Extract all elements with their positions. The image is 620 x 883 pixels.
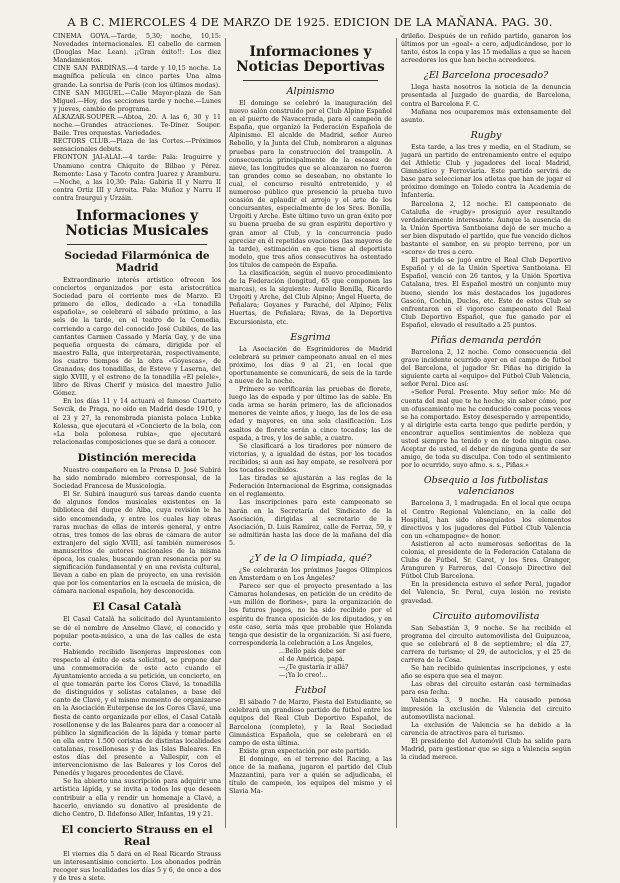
article-paragraph: Barcelona 2, 12 noche. Como consecuencia del grave incidente ocurrido ayer en el campo de fútbol del Barcelona, el jugador Sr. Piñas ha dirigido la siguiente carta al «equipo» del Fútbol Club Valencia, señor Peral. Dice así: (401, 349, 571, 389)
article-paragraph: El Sr. Subirá inauguró sus tareas dando cuenta de algunos fondos musicales existentes en la biblioteca del duque de Alba, cuya revisión le ha sido encomendada, y entre los cuales hay obras raras muchas de ellas de interés general, y entre otras, tres tomos de las obras de cámara de autor extranjero del siglo XVIII, así también numerosos manuscritos de autores nacionales de la misma época, los cuales, buscando gran resonancia por su significación fundamental y en una revista cultural, llevan a cabo en plan de proyecto, en una revisión que por los comentarios en la escuela de música, de cámara nacional española, hoy desconocida. (53, 491, 221, 596)
article-paragraph: Las inscripciones para este campeonato se harán en la Secretaría del Sindicato de la Asociación, dirigidas al secretario de la Asociación, D. Luis Ramírez, calle de Ferraz, 59, y se admitirán hasta las doce de la mañana del día 5. (229, 499, 392, 547)
verse-line: —¡Ya lo creo!... (279, 672, 328, 680)
article-paragraph: Llega hasta nosotros la noticia de la denuncia presentada al Juzgado de guardia, de Barcelona, contra el Barcelona F. C. (401, 84, 571, 108)
article-paragraph: Esta tarde, a las tres y media, en el Stadium, se jugará un partido de entrenamiento entre el equipo del Athletic Club y jugadores del local Madrid, Gimnástico y Ferroviaria. Este partido servirá de base para seleccionar los atletas que han de jugar el próximo domingo en Toledo contra la Academia de Infantería. (401, 143, 571, 200)
article-paragraph: El domingo se celebró la inauguración del nuevo salón construido por el Club Alpino Español en el puerto de Navacerrada, para el campeón de España, que organizó la Federación Española de Alpinismo. El alcalde de Madrid, señor Aureo Rebollo, y la Junta del Club, nombraron a algunas pruebas para la construcción del trampolín. A consecuencia principalmente de la escasez de nieve, las longitudes que se alcanzaron no fueron tan grandes como se deseaban, no obstante lo cual, el concurso resultó entretenido, y el numeroso público que presenció la prueba tuvo ocasión de aplaudir el arrojo y el arte de los concursantes, especialmente de los Sres. Bonilla, Urgoiti y Arche. Este último tuvo un gran éxito por su buena prueba de su gran espíritu deportivo y gran amor al Club, y la concurrencia pudo apreciar en él repetidas ovaciones (las mayores de la tarde), estimación en que tiene al deportista modelo, que tres años consecutivos ha ostentado los títulos de campeón de España. (229, 100, 392, 269)
column-right (401, 33, 571, 762)
section-heading-sports: Informaciones y Noticias Deportivas (236, 44, 385, 75)
article-paragraph: Se ha abierto una suscripción para adquirir una artística lápida, y se invita a todos los que deseen contribuir a ella y rendir un homenaje a Clavé, a hacerlo, enviando su donativo al presidente de dicho Centro, D. Ildefonso Aller, Infantas, 19 y 21. (53, 778, 221, 818)
article-heading: ¿El Barcelona procesado? (423, 70, 549, 82)
verse-line: el de América, papá. (279, 656, 345, 663)
article-paragraph: El presidente del Automóvil Club ha salido para Madrid, para gestionar que se siga a Valencia según la ciudad merece. (401, 737, 571, 762)
article-paragraph: Se han recibido quinientas inscripciones, y este año se espera que sea el mayor. (401, 665, 571, 681)
article-paragraph: Parece ser que el proyecto presentado a las Cámaras holandesas, en petición de un crédito de «un millón de florines», para la organización de los futuros juegos, no ha sido recibido por el espíritu de franca oposición de los diputados, y en este caso, sería más que probable que Holanda tenga que desistir de la organización. Si así fuere, correspondería la celebración a Los Ángeles, (229, 583, 392, 647)
page-header (0, 0, 620, 30)
article-heading: Rugby (470, 129, 502, 141)
article-paragraph: La exclusión de Valencia se ha debido a la carencia de atractivos para el turismo. (401, 721, 571, 737)
cinema-listing: RECTORS CLUB.—Plaza de las Cortes.—Próximos sensacionales debuts. (53, 138, 221, 154)
cinema-listing: CINE SAN PARDIÑAS.—4 tarde y 10,15 noche. La magnífica película en cinco partes Una alma grande. La sonrisa de París (con los últimos modas). (53, 65, 221, 89)
column-divider (225, 38, 226, 828)
verse-line: —¿Te gustaría ir allá? (279, 664, 349, 672)
article-paragraph: San Sebastián 3, 9 noche. Se ha recibido el programa del circuito automovilista del Guipuzcoa, que se celebrará el 8 de septiembre; el día 27, carrera de turismo; el 29, de autociclos, y el 25 de carrera de la Cosa. (401, 624, 571, 664)
article-heading: Distinción merecida (77, 451, 197, 464)
article-paragraph: «Señor Peral. Presente. Muy señor mío: Me dé cuenta del mal que te he hecho; sin saber cómo, por un ofuscamiento me he conducido como pocas veces se ha comportado. Estoy desesperado y arrepentido, y al dirigirle esta carta tengo que pedirle perdón, y encontrar aquellos sentimientos de nobleza que usted siempre ha tenido y en de todo ningún caso. Aceptar de usted, el deber de ninguna gente de ser amigo, de toda su disculpa. Con todo el sentimiento por lo ocurrido, suyo afmo. s. s., Piñas.» (401, 389, 571, 470)
divider (67, 244, 207, 245)
verse-line: ...Bello país debe ser (279, 647, 346, 655)
article-paragraph: Las obras del circuito estarán casi terminadas para esa fecha. (401, 681, 571, 697)
article-heading: Piñas demanda perdón (430, 335, 542, 346)
article-paragraph: Habiendo recibido lisonjeras impresiones con respecto al éxito de esta solicitud, se propone dar una conmemoración de este acto cuando el Ayuntamiento acceda a su petición, un concierto, en el que tomarán parte los Coros Clavé, la tonadilla de distinguidos y solistas catalanes, a base del canto de Clavé, y el mismo momento de organizarse en la Asociación Euterpense de los Coros Clavé, una fiesta de canto organizada por ellos, el Casal Català rosellonense y de las Baleares para dar a conocer al público la significación de la lápida y tomar parte en ella entre 1.500 coristas de distintas localidades catalanas, rosellonesas y de las Islas Baleares. En estos días del presente a Vallespir, con el intervencionismo de las Baleares y los Coros del Penedés y lugares procedentes de Clavé. (53, 648, 221, 778)
article-paragraph: drileño. Después de un reñido partido, ganaron los últimos por un «goal» a cero, adjudicándose, por lo tanto, éstos la copa y las 15 medallas a que se hacen acreedores los que han hecho acreedores. (401, 33, 571, 65)
article-paragraph: La clasificación, según el nuevo procedimiento de la Federación (longitud, 65 que componen las marcas), es la siguiente: Aurelio Bonilla, Ricardo Urgoiti y Arche, del Club Alpino; Ángel Huerta, de Peñalara; Goyanes y Paraché, del Alpino; Félix Huertas, de Peñalara; Rivas, de la Deportiva Excursionista, etc. (229, 269, 392, 326)
article-paragraph: Primero se verificarán las pruebas de florete, luego las de espada y por último las de sable. En cada arma se harán primero, las de aficionados menores de veinte años, y luego, las de los de esa edad y mayores, en una sola clasificación. Los asaltos de florete serán a cinco tocados; las de espada, a tres, y los de sable, a cuatro. (229, 386, 392, 442)
article-heading: El concierto Strauss en el Real (61, 823, 213, 848)
cinema-listing: ALKAZAR-SOUPER.—Abtoa, 20. A las 6, 30 y 11 noche.—Grandes atracciones. Te-Diner. Souper. Baile. Tres orquestas. Variedades. (53, 113, 221, 138)
article-heading: ¿Y de la O limpiada, qué? (249, 552, 372, 564)
column-left (53, 33, 221, 883)
article-paragraph: Las tiradas se ajustarán a las reglas de la Federación Internacional de Esgrima, consignadas en el reglamento. (229, 475, 392, 499)
article-heading: Futbol (294, 685, 327, 697)
article-paragraph: El partido se jugó entre el Real Club Deportivo Español y el de la Unión Sportiva Santboiana. El Español, venció con 26 tantos, y la Unión Sportiva Catalana, tres. El Español mostró un conjunto muy bueno, siendo los más destacados los jugadores Gascón, Cochin, Duclos, etc. Este de estos Club se enfrentaron en el vigoroso campeonato del Real Club Deportivo Español, que fue ganado por el Español, elevado el resultado a 25 puntos. (401, 257, 571, 329)
cinema-listing: FRONTON JAI-ALAI.—4 tarde: Pala: Iraguirre y Unamuno contra Chiquito de Bilbao y Pérez. Remonte: Lasa y Tacoto contra Juarez y Aramburu.—Noche, a las 10,30: Pala: Gabiria II y Narru II contra Ortiz III y Arroita. Pala: Muñoz y Narru II contra Iraurgui y Urzáin. (53, 154, 221, 202)
article-paragraph: Existe gran expectación por este partido. (239, 747, 371, 755)
article-paragraph: Nuestro compañero en la Prensa D. José Subirá ha sido nombrado miembro corresponsal, de la Sociedad Francesa de Musicología. (53, 466, 221, 491)
cinema-listing: CINEMA GOYA.—Tarde, 5,30; noche, 10,15: Novedades internacionales. El cabello de carmen (Douglas Mac Lean). ¡¡Gran éxito!!: Los diez Mandamientos. (53, 33, 221, 65)
article-paragraph: Barcelona 3, 1 madrugada. En el local que ocupa el Centro Regional Valenciano, en la calle del Hospital, han sido obsequiados los elementos directivos y los jugadores del Fútbol Club Valencia con un «champagne» de honor. (401, 500, 571, 540)
article-paragraph: ¿Se celebrarán los próximos Juegos Olímpicos en Amsterdam o en Los Ángeles? (229, 566, 392, 583)
article-heading: Esgrima (290, 331, 331, 343)
article-paragraph: Mañana nos ocuparemos más extensamente del asunto. (401, 108, 571, 124)
section-heading-music: Informaciones y Noticias Musicales (65, 207, 209, 239)
article-heading: Alpinismo (286, 86, 335, 97)
article-paragraph: En los días 11 y 14 actuará el famoso Cuarteto Sevcik, de Praga, no oído en Madrid desde 1910, y el 23 y 27, la renombrada pianista polaca Lubka Kolessa, que ejecutará el «Concierto de la bola, con «La bola polonesa rubia», que ejecutará relacionadas composiciones que se dará a conocer. (53, 398, 221, 446)
article-paragraph: Se clasificará a los tiradores por número de victorias, y, a igualdad de éstas, por los tocados recibidos; si aun así hay empate, se resolverá por los tocados recibidos. (229, 442, 392, 475)
article-paragraph: Extraordinario interés artístico ofrecen los conciertos organizados por esta aristocrática Sociedad para el corriente mes de Marzo. El primero de ellos, dedicado a «La tonadilla española», se celebrará el sábado próximo, a las seis de la tarde, en el teatro de la Comedia, corriendo a cargo del conocido José Cubiles, de las cantantes Carmen Cassado y María Gay, y de una pequeña orquesta de cámara, dirigida por el maestro Falla, que interpretarán, respectivamente, los cuatro tiempos de la obra «Goyescas», de Granados; dos tonadillas, de Esteve y Laserna, del siglo XVIII, y el estreno de la tonadilla «El pelele», libro de Rivas Cherif y música del maestro Julio Gómez. (53, 276, 221, 398)
article-paragraph: En la presidencia estuvo el señor Peral, jugador del Valencia, Sr. Peral, cuya lesión no reviste gravedad. (401, 581, 571, 605)
article-paragraph: El sábado 7 de Marzo, Fiesta del Estudiante, se celebrará un grandioso partido de fútbol entre los equipos del Real Club Deportivo Español, de Barcelona (completo), y la Real Sociedad Gimnástica Española, que se celebrará en el campo de esta última. (229, 699, 392, 747)
article-paragraph: El domingo, en el terreno del Racing, a las once de la mañana, jugaron el partido del Club Mazzantini, para ver a quién se adjudicaba, el título de campeón, los equipos del mismo y el Slavia Ma- (229, 755, 392, 796)
article-paragraph: Barcelona 2, 12 noche. El campeonato de Cataluña de «rugby» prosiguió ayer resultando verdaderamente interesante. Aunque la ausencia de la Unión Sportiva Santboiana dejó de ser mucho a ser bien disputado el partido, que fue vencido dichos bastante el sambor, en su propio terreno, por un «score» de tres a cero. (401, 200, 571, 257)
article-paragraph: La Asociación de Esgrimidores de Madrid celebrará su primer campeonato anual en el mes próximo, los días 9 al 21, en local que oportunamente se comunicará, de seis de la tarde a nueve de la noche. (229, 345, 392, 385)
article-paragraph: El Casal Català ha solicitado del Ayuntamiento se dé el nombre de Anselmo Clavé, el conocido y popular poeta-músico, a una de las calles de esta corte. (53, 616, 221, 648)
column-divider (396, 38, 397, 828)
article-heading: Sociedad Filarmónica de Madrid (64, 249, 210, 274)
column-center (229, 33, 392, 796)
cinema-listing: CINE SAN MIGUEL.—Calle Mayor-plaza de San Miguel.—Hoy, dos secciones tarde y noche.—Lunes y jueves, cambio de programa. (53, 89, 221, 113)
article-paragraph: Asistieron al acto numerosas señoritas de la colonia, el presidente de la Federación Catalana de Clubs de Fútbol, Sr. Caret, y los Sres. Granger, Aranguren y Farreras, del Consejo Directivo del Fútbol Club Barcelona. (401, 540, 571, 581)
article-heading: El Casal Català (92, 601, 182, 614)
article-heading: Obsequio a los futbolistas valencianos (423, 475, 549, 498)
article-paragraph: El viernes día 5 dará en el Real Ricardo Strauss un interesantísimo concierto. Los abonados podrán recoger sus localidades los días 5 y 6, de once a dos y de tres a siete. (53, 850, 221, 883)
article-heading: Circuito automovilista (432, 610, 540, 622)
divider (243, 80, 378, 81)
article-paragraph: Valencia 3, 9 noche. Ha causado penosa impresión la exclusión de Valencia del circuito automovilista nacional. (401, 697, 571, 721)
header-text: A B C. MIERCOLES 4 DE MARZO DE 1925. EDICION DE LA MAÑANA. PAG. 30. (67, 15, 553, 29)
